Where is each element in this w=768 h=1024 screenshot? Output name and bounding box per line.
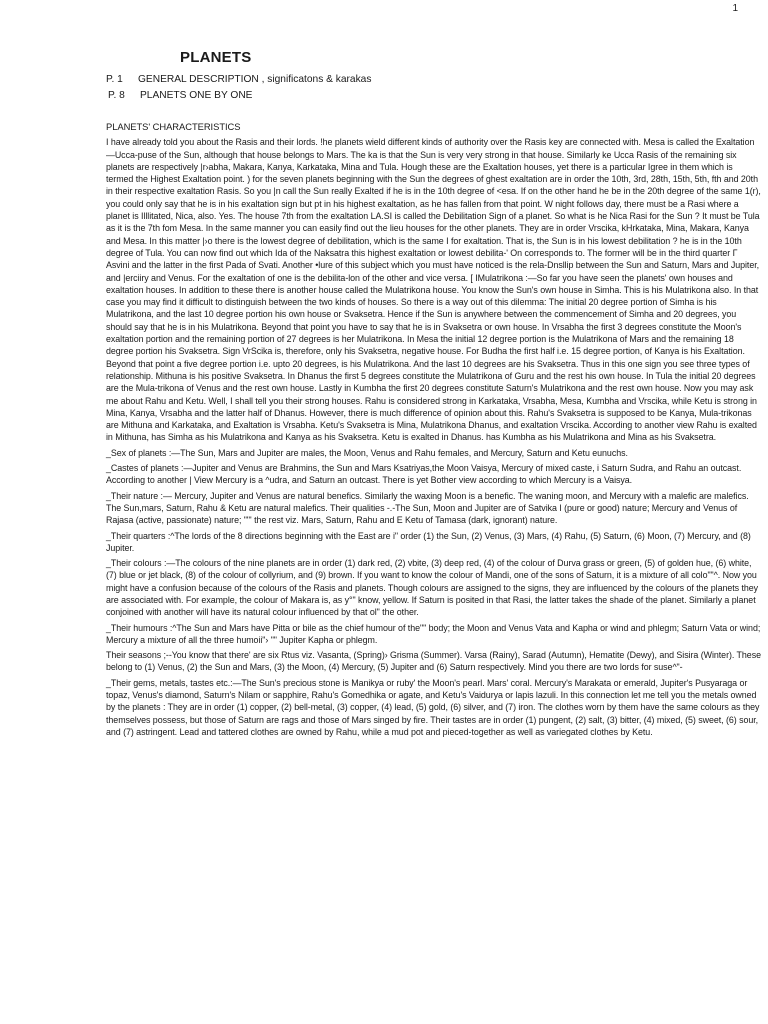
paragraph-colours: _Their colours :—The colours of the nine planets are in order (1) dark red, (2) vbite, (3) deep red, (4) of the colour of Durva grass or green, (5) of golden hue, (6) white, (7) blue or jet black, (8) of the colour of collyrium, and (9) brown. If you want to know the colour of Mandi, one of the sons of Saturn, it is a mixture of all colo""^. Now you might have a confusion because of the colours of the Rasis and planets. Though colours are assigned to the signs, they are influenced by the colours of the planets they are associated with. For example, the colour of Makara is, as y°" know, yellow. If Saturn is posited in that Rasi, the latter takes the shade of the planet. Similarly a planet conjoined with another will have its natural colour influenced by that ol" the other. bbox=[106, 558, 759, 618]
paragraph-gems: _Their gems, metals, tastes etc.:—The Sun's precious stone is Manikya or ruby' the Moon's pearl. Mars' coral. Mercury's Marakata or emerald, Jupiter's Pusyaraga or topaz, Venus's diamond, Saturn's Nilam or sapphire, Rahu's Gomedhika or agate, and Ketu's Vaidurya or lapis lazuli. In this connection let me tell you the metals owned by the planets : They are in order (1) copper, (2) bell-metal, (3) copper, (4) lead, (5) gold, (6) silver, and (7) iron. The clothes worn by them have the same colours as they themselves possess, but those of Saturn are rags and those of Mars singed by fire. Their tastes are in order (1) pungent, (2) salt, (3) bitter, (4) mixed, (5) sweet, (6) sour, and (7) astringent. Lead and tattered clothes are owned by Rahu, while a mud pot and pieced-together as well as variegated clothes by Ketu. bbox=[106, 677, 760, 737]
paragraph-humours: _Their humours :^The Sun and Mars have Pitta or bile as the chief humour of the"" body; the Moon and Venus Vata and Kapha or wind and phlegm; Saturn Vata or wind; Mercury a mixture of all the three humoii"› "" Jupiter Kapha or phlegm. bbox=[106, 622, 761, 645]
toc-page-number: P. 8 bbox=[108, 90, 125, 101]
paragraph-exaltation: I have already told you about the Rasis and their lords. !he planets wield different kinds of authority over the Rasis key are connected with. Mesa is called the Exaltation—Ucca-puse of the Sun, although that house belongs to Mars. The ka is that the Sun is very very strong in that house. Similarly ke Ucca Rasis of the remaining six planets are respectively |r›abha, Makara, Kanya, Karkataka, Mina and Tula. Hough these are the Exaltation houses, yet there is a particular Igree in them which is termed the Highest Exaltation point. ) for the seven planets beginning with the Sun the degrees of ghest exaltation are in order the 10th, 3rd, 28th, 15th, 5th, fth and 20th in their respective exaltation Rasis. So you |n call the Sun really Exalted if he is in the 10th degree of <esa. If on the other hand he be in the 20th degree of the same 1(r), you could only say that he is in his exaltation sign but pt in his highest exaltation, as he has fallen from that point. W night follows day, there must be a Rasi where a planet is Illlitated, Nica, also. Yes. The house 7th from the exaltation LA.SI is called the Debilitation Sign of a planet. So what is he Nica Rasi for the Sun ? It must be Tula as it is the 7th fom Mesa. In the same manner you can easily find out the lieu houses for the other planets. They are in order Vrscika, kHrkataka, Mina, Makara, Kanya and Mesa. In this matter |›o there is the lowest degree of debilitation, which is the same I for exaltation. That is, the Sun is in his lowest debilitation ? he is in the 10th degree of Tula. You can now find out which Ida of the Naksatra this highest exaltation or lowest debilita-' On corresponds to. The former will be in the third quarter Γ Asvini and the latter in the first Pada of Svati. Another •lure of this subject which you must have noticed is the rela-Dnsllip between the Sun and Saturn, Mars and Jupiter, and |erciiry and Venus. For the exaltation of one is the debilita-lon of the other and vice versa. [ IMulatrikona :—So far you have seen the planets' own houses and exaltation houses. In addition to these there is another house called the Mulatrikona house. You know the Sun's own house in Simha. This is his Mulatrikona also. In that case you may find it difficult to distinguish between the two kinds of houses. So there is a way out of this dilemma: The initial 20 degree portion of Simha is his Mulatrikona, and the last 10 degree portion his own house or Svaksetra. Hence if the Sun is anywhere between the commencement of Simha and 20 degrees, you should say that he is in his Mulatrikona. Beyond that point you have to say that he is in Svaksetra or own house. In Vrsabha the first 3 degrees constitute the Moon's exaltation portion and the remaining portion of 27 degrees is her Mulatrikona. In Mesa the initial 12 degree portion is the Mulatrikona of Mars and the remaining 18 degree portion his Svaksetra. Sign VrScika is, therefore, only his Svaksetra, negative house. For Budha the first half i.e. 15 degree portion, of Kanya is his Exaltation. Beyond that point a five degree portion i.e. upto 20 degrees, is his Mulatrikona. And the last 10 degrees are his Svaksetra. Thus in this one sign you see three types of relationship. Mithuna is his positive Svaksetra. In Dhanus the first 5 degrees constitute the Mulatrikona of Guru and the rest his own house. In Tula the initial 20 degrees are the Mula-trikona of Venus and the rest own house. Lastly in Kumbha the first 20 degrees constitute Saturn's Mulatrikona and the rest own house. Now you may ask me about Rahu and Ketu. Well, I shall tell you their strong houses. Rahu is considered strong in Karkataka, Vrsabha, Mesa, Kumbha and Vrscika, while Ketu is strong in Mina, Kanya, Vrsabha and the latter half of Dhanus. However, there is much difference of opinion about this. Rahu's Svaksetra is supposed to be Kanya, Mula-trikonas are Mithuna and Karkataka, and Exaltation is Vrsabha. Ketu's Svaksetra is Mina, Mulatrikona Dhanus, and exaltation Vrscika. According to another view Rahu is exalted in Mithuna, has Simha as his Mulatrikona and Kanya as his Svaksetra. Ketu is exalted in Dhanus. has Kumbha as his Mulatrikona and Mina as his Svaksetra. bbox=[106, 137, 761, 443]
page-title: PLANETS bbox=[180, 49, 252, 66]
paragraph-castes: _Castes of planets :—Jupiter and Venus are Brahmins, the Sun and Mars Ksatriyas,the Moon Vaisya, Mercury of mixed caste, i Saturn Sudra, and Rahu an outcast. According to another | View Mercury is a ^udra, and Saturn an outcast. There is yet Bother view according to which Mercury is a Vaisya. bbox=[106, 463, 742, 486]
section-heading: PLANETS' CHARACTERISTICS bbox=[106, 121, 241, 132]
toc-entry bbox=[106, 72, 371, 88]
table-of-contents bbox=[106, 72, 371, 104]
toc-label: GENERAL DESCRIPTION , significatons & karakas bbox=[138, 74, 372, 85]
paragraph-seasons: Their seasons ;--You know that there' are six Rtus viz. Vasanta, (Spring)› Grisma (Summer). Varsa (Rainy), Sarad (Autumn), Hematite (Dewy), and Sisira (Winter). These belong to (1) Venus, (2) the Sun and Mars, (3) the Moon, (4) Mercury, (5) Jupiter and (6) Saturn respectively. Mind you there are two lords for suse^"- bbox=[106, 650, 761, 673]
paragraph-sex: _Sex of planets :—The Sun, Mars and Jupiter are males, the Moon, Venus and Rahu females, and Mercury, Saturn and Ketu eunuchs. bbox=[106, 447, 628, 458]
toc-entry bbox=[106, 88, 371, 104]
document-body bbox=[106, 121, 762, 738]
toc-label: PLANETS ONE BY ONE bbox=[140, 90, 253, 101]
paragraph-nature: _Their nature :— Mercury, Jupiter and Venus are natural benefics. Similarly the waxing Moon is a benefic. The waning moon, and Mercury with a malefic are malefics. The Sun,mars, Saturn, Rahu & Ketu are natural malefics. Their qualities -.-The Sun, Moon and Jupiter are of Satvika I (pure or good) nature; Mercury and Venus of Rajasa (active, passionate) nature; ""' the rest viz. Mars, Saturn, Rahu and E Ketu of Tamasa (dark, ignorant) nature. bbox=[106, 490, 749, 526]
page-number: 1 bbox=[732, 3, 738, 14]
paragraph-quarters: _Their quarters :^The lords of the 8 directions beginning with the East are i" order (1) the Sun, (2) Venus, (3) Mars, (4) Rahu, (5) Saturn, (6) Moon, (7) Mercury, and (8) Jupiter. bbox=[106, 530, 751, 553]
toc-page-number: P. 1 bbox=[106, 74, 123, 85]
